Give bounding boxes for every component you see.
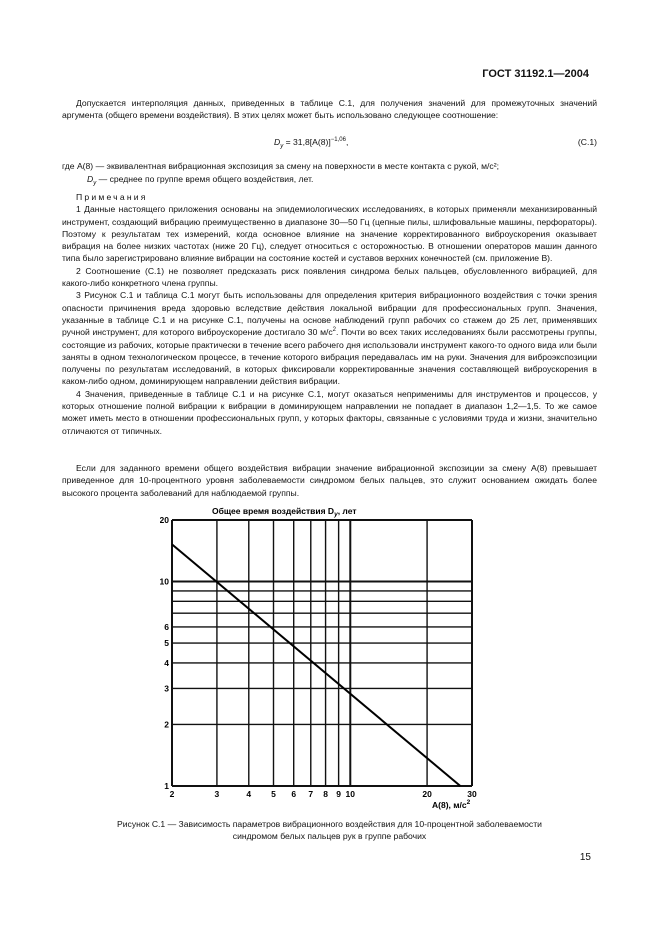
x-tick-label: 5: [271, 789, 276, 799]
chart-title-subscript: y: [334, 511, 338, 518]
figure-caption: [62, 818, 597, 842]
figure-c1-chart: [160, 506, 490, 816]
x-tick-label: 2: [169, 789, 175, 799]
x-axis-label: A(8), $м/с^2$: [432, 799, 471, 810]
caption-line-2: синдромом белых пальцев рук в группе рабочих: [232, 831, 427, 841]
intro-paragraph: [62, 97, 597, 122]
y-tick-label: 3: [164, 683, 169, 694]
notes-block: [62, 191, 597, 437]
note-4: 4 Значения, приведенные в таблице С.1 и на рисунке С.1, могут оказаться неприменимы для инструментов и процессов, у которых отношение полной вибрации к вибрации в доминирующем направлении не попадает в диапазон 1,2—1,5. То же самое может иметь место в отношении профессиональных групп, у которых факторы, связанные с условиями труда и жизни, значительно отличаются от типичных.: [62, 388, 597, 436]
y-tick-label: 6: [164, 621, 169, 632]
chart-grid: [172, 520, 472, 786]
notes-title: Примечания: [76, 192, 148, 202]
x-tick-label: 9: [336, 789, 341, 799]
formula-expression: $D_y = 31,8[A(8)]^{-1,06}$,: [274, 137, 349, 150]
chart-title: Общее время воздействия $D_y$, лет: [212, 506, 357, 518]
y-tick-label: 2: [164, 719, 169, 730]
formula-legend: [62, 160, 597, 185]
caption-line-1: Рисунок С.1 — Зависимость параметров вибрационного воздействия для 10-процентной заболеваемости: [117, 819, 542, 829]
x-tick-label: 30: [467, 789, 477, 799]
formula-number: (С.1): [577, 137, 597, 147]
x-tick-label: 10: [345, 789, 356, 799]
note-3: 3 Рисунок С.1 и таблица С.1 могут быть использованы для определения критерия вибрационного воздействия с точки зрения опасности причинения вреда здоровью вследствие действия локальной вибрации для профессиональных групп. Значения, указанные в таблице С.1 и на рисунке С.1, получены на основе наблюдений групп рабочих со стажем до 25 лет, применявших ручной инструмент, для которого виброускорение достигало 30 $м/с^2$. Почти во всех таких исследованиях были рассмотрены группы, состоящие из рабочих, которые практически в течение всего рабочего дня использовали инструмент какого-то одного вида или были заняты в одном технологическом процессе, в течение которого вибрация передавалась им на руки. Значения для виброэкспозиции получены по результатам исследований, в которых фиксировали корректированные значения составляющей виброускорения в каком-либо одном, доминирующем направлении действия вибрации.: [62, 290, 598, 387]
intro-text: Допускается интерполяция данных, приведенных в таблице С.1, для получения значений для промежуточных значений аргумента (общего времени воздействия). В этих целях может быть использовано следующее соотношение:: [62, 98, 597, 121]
y-tick-label: 10: [160, 576, 169, 587]
y-tick-label: 1: [164, 781, 169, 791]
x-tick-label: 6: [291, 789, 297, 799]
x-tick-label: 7: [308, 789, 314, 799]
note-2: 2 Соотношение (С.1) не позволяет предсказать риск появления синдрома белых пальцев, обусловленного вибрацией, для какого-либо конкретного члена группы.: [62, 265, 597, 289]
y-tick-label: 5: [164, 638, 169, 649]
chart-ticks: [160, 515, 477, 799]
legend-a8: где A(8) — эквивалентная вибрационная экспозиция за смену на поверхности в месте контакта с рукой, м/с²;: [62, 161, 499, 171]
x-tick-label: 3: [214, 789, 220, 799]
x-tick-label: 4: [246, 789, 252, 799]
x-tick-label: 20: [422, 789, 432, 799]
x-tick-label: 8: [323, 789, 328, 799]
conclusion-text: Если для заданного времени общего воздействия вибрации значение вибрационной экспозиции за смену A(8) превышает приведенное для 10-процентного уровня заболеваемости синдромом белых пальцев, это служит основанием ожидать более высокого процента заболеваний для наблюдаемой группы.: [62, 463, 597, 498]
chart-svg: [160, 506, 490, 816]
x-axis-label-superscript: 2: [466, 799, 471, 806]
y-tick-label: 20: [160, 515, 169, 525]
note-1: 1 Данные настоящего приложения основаны на эпидемиологических исследованиях, в которых применяли механизированный инструмент, создающий вибрацию преимущественно в диапазоне 30—50 Гц (цепные пилы, шлифовальные машины, перфораторы). Поэтому к результатам тех измерений, когда основное влияние на значение корректированного виброускорения оказывает вибрация на более низких частотах (ниже 20 Гц), следует относиться с осторожностью. В отношении операторов машин данного типа было зарегистрировано влияние вибрации на состояние костей и суставов верхних конечностей (см. приложение В).: [62, 204, 597, 264]
conclusion-paragraph: [62, 462, 597, 499]
document-id: ГОСТ 31192.1—2004: [482, 68, 589, 80]
chart-title-unit: , лет: [337, 506, 357, 516]
page-number: 15: [579, 852, 591, 863]
formula-c1: [62, 137, 597, 151]
legend-dy: $D_y$ — среднее по группе время общего воздействия, лет.: [87, 173, 314, 187]
y-tick-label: 4: [164, 657, 169, 668]
